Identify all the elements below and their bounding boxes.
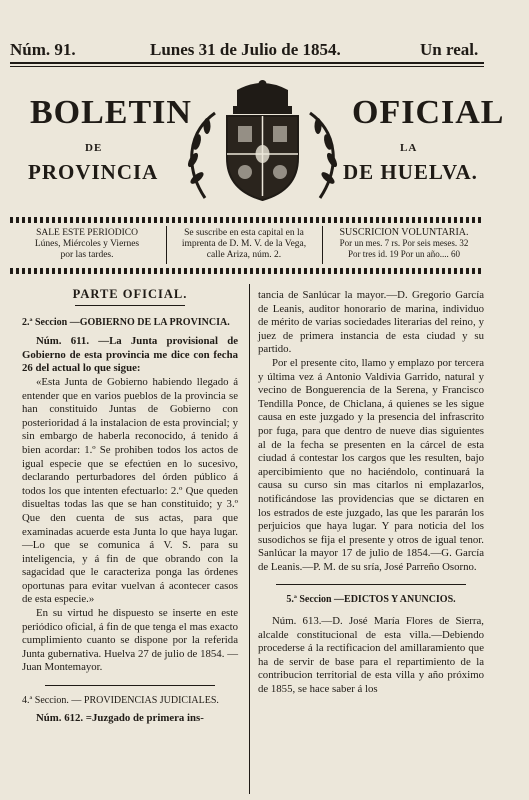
issue-price: Un real. bbox=[420, 40, 479, 59]
section-title-parte-oficial: PARTE OFICIAL. bbox=[72, 287, 188, 301]
left-column bbox=[22, 288, 238, 725]
header-rule-top bbox=[10, 62, 484, 64]
info-subscription-place bbox=[168, 228, 320, 261]
info-center-line: imprenta de D. M. V. de la Vega, bbox=[181, 239, 307, 249]
article-611-closing: En su virtud he dispuesto se inserte en este periódico oficial, á fin de que tenga el mas exacto cumplimiento cuanto se dispone por la referida Junta gubernativa. Huelva 27 de julio de 1854. — Juan Montemayor. bbox=[22, 607, 238, 674]
info-divider bbox=[322, 226, 323, 264]
masthead-provincia: PROVINCIA bbox=[28, 160, 159, 184]
article-sanlucar-body: Por el presente cito, llamo y emplazo por tercera y última vez á Antonio Valdivia Garrido, natural y vecino de Bonguerencia de la Serena, y Francisco Tendilla Ponce, de Chiclana, á quienes se les sigue causa en este juzgado y la presencia del infrascrito por fuga, para que dentro de nueve dias siguientes al de la fecha se presenten en la cárcel de esta ciudad á contestar los cargos que les resulten, bajo apercibimiento que no haciéndolo, continuará la causa su curso sin mas citarlos ni emplazarlos, notificándose las providencias que se dictaren en los estrados de este juzgado, las que les pararán los perjuicios que haya lugar. Y para noticia del los susodichos se fija el presente y otros de igual tenor. Sanlúcar la mayor 17 de julio de 1854.—G. García de Leanis.—P. M. de su sría, José Parreño Osorno. bbox=[258, 356, 484, 573]
info-subscription-prices bbox=[324, 227, 484, 260]
info-border-top bbox=[10, 217, 484, 223]
issue-number: Núm. 91. bbox=[10, 40, 76, 59]
article-sanlucar-intro: tancia de Sanlúcar la mayor.—D. Gregorio García de Leanis, auditor honorario de marina, individuo de mérito de varias sociedades literarias del reino, y juez de primera instancia de esta ciudad y su partido. bbox=[258, 289, 484, 356]
section-heading-judiciales: 4.ª Seccion. — PROVIDENCIAS JUDICIALES. bbox=[22, 695, 219, 707]
article-611-intro: Núm. 611. —La Junta provisional de Gobierno de esta provincia me dice con fecha 26 del actual lo que sigue: bbox=[22, 335, 238, 375]
column-divider bbox=[249, 284, 250, 794]
title-rule bbox=[75, 305, 185, 306]
info-right-title: SUSCRICION VOLUNTARIA. bbox=[339, 227, 469, 238]
info-left-line: por las tardes. bbox=[60, 250, 114, 260]
masthead-la: LA bbox=[400, 142, 418, 154]
info-divider bbox=[166, 226, 167, 264]
article-612-start: Núm. 612. =Juzgado de primera ins- bbox=[36, 711, 204, 724]
header-rule-bottom bbox=[10, 66, 484, 67]
section-heading-gobierno: 2.ª Seccion —GOBIERNO DE LA PROVINCIA. bbox=[22, 316, 230, 328]
article-611-body: «Esta Junta de Gobierno habiendo llegado á entender que en varios pueblos de la provincia se han constituido Juntas de Gobierno con posterioridad á la instalacion de esta provincial; y sin embargo de haberla reconocido, á tenido á bien acordar: 1.º Se prohiben todos los actos de igual especie que se efectúen en lo sucesivo, declarando perturbadores del órden público á todos los que intenten efectuarlo: 2.º Que queden disueltas todas las que se han constituido; y 3.º Que den cuenta de sus actas, para que examinadas acuerde esta Junta lo que haya lugar.—Lo que se comunica á V. S. para su inteligencia, y á fin de que obrando con la sagacidad que le caracteriza ponga las órdenes oportunas para evitar vuelvan á acontecer casos de esta especie.» bbox=[22, 375, 238, 606]
masthead-de: DE bbox=[85, 142, 103, 154]
masthead-oficial: OFICIAL bbox=[352, 94, 505, 131]
coat-of-arms-emblem bbox=[175, 78, 350, 206]
info-border-bottom bbox=[10, 268, 484, 274]
section-heading-edictos: 5.ª Seccion —EDICTOS Y ANUNCIOS. bbox=[286, 594, 456, 606]
info-publication-schedule bbox=[12, 228, 162, 261]
masthead-huelva: DE HUELVA. bbox=[343, 160, 478, 184]
info-center-line: calle Ariza, núm. 2. bbox=[206, 250, 282, 260]
right-column bbox=[258, 289, 484, 697]
section-rule bbox=[45, 685, 215, 686]
info-right-line: Por un mes. 7 rs. Por seis meses. 32 bbox=[339, 238, 469, 248]
info-right-line: Por tres id. 19 Por un año.... 60 bbox=[348, 249, 460, 259]
info-center-line: Se suscribe en esta capital en la bbox=[184, 228, 304, 238]
info-left-line: Lúnes, Miércoles y Viernes bbox=[34, 239, 140, 249]
issue-date: Lunes 31 de Julio de 1854. bbox=[150, 40, 341, 59]
masthead-boletin: BOLETIN bbox=[30, 94, 192, 131]
section-rule bbox=[276, 584, 466, 585]
article-613-start: Núm. 613.—D. José María Flores de Sierra, alcalde constitucional de esta villa.—Debiendo procederse á la rectificacion del amillaramiento que ha de servir de base para el repartimiento de la contribucion territorial de esta villa y año próximo de 1855, se hace saber á los bbox=[258, 615, 484, 696]
info-left-line: SALE ESTE PERIODICO bbox=[36, 228, 138, 238]
